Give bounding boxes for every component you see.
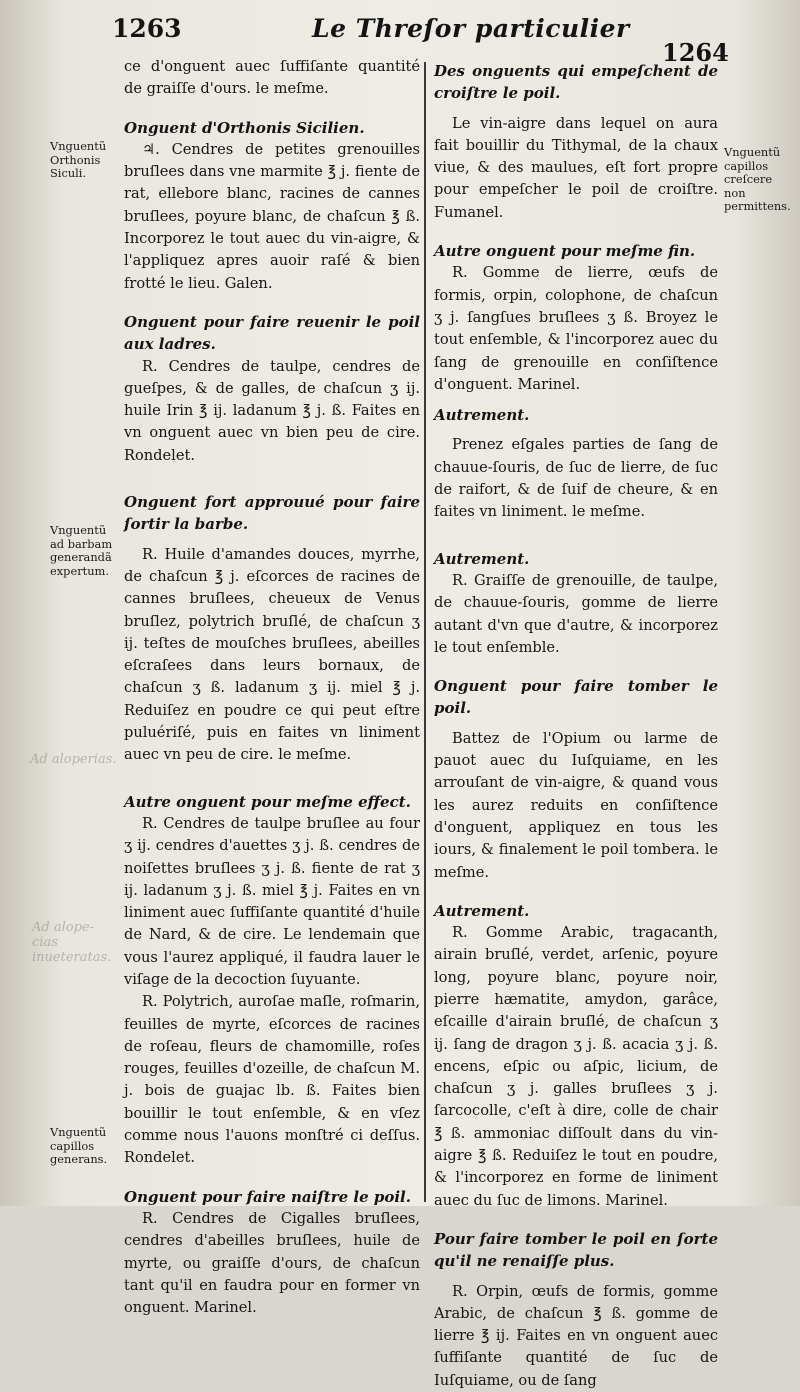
paragraph: ♃. Cendres de petites grenouilles bruſlees dans vne marmite ℥ j. fiente de rat, ellebore blanc, racines de cannes bruſlees, poyure blanc, de chaſcun ℥ ß. Incorporez le tout auec du vin-aigre, & l'appliquez apres auoir raſé & bien frotté le lieu. Galen. [124, 140, 420, 292]
paragraph: R. Gomme Arabic, tragacanth, airain bruſlé, verdet, arſenic, poyure long, poyure blanc, poyure noir, pierre hæmatite, amydon, garâce, eſcaille d'airain bruſlé, de chaſcun ʒ ij. ſang de dragon ʒ j. ß. acacia ʒ j. ß. encens, eſpic ou aſpic, licium, de chaſcun ʒ j. galles bruſlees ʒ j. ſarcocolle, c'eſt à dire, colle de chair ℥ ß. ammoniac diſſoult dans du vin-aigre ℥ ß. Reduiſez le tout en poudre, & l'incorporez en forme de liniment auec du ſuc de limons. Marinel. [434, 924, 718, 1209]
paragraph: Prenez eſgales parties de ſang de chauue-ſouris, de ſuc de lierre, de ſuc de raifort, & de ſuif de cheure, & en faites vn liniment. le meſme. [434, 436, 718, 521]
paragraph: R. Cendres de taulpe bruſlee au four ʒ ij. cendres d'auettes ʒ j. ß. cendres de noiſettes bruſlees ʒ j. ß. fiente de rat ʒ ij. ladanum ʒ j. ß. miel ℥ j. Faites en vn liniment auec ſuffiſante quantité d'huile de Nard, & de cire. Le lendemain que vous l'aurez appliqué, il faudra lauer le viſage de la decoction ſuyuante. [124, 814, 420, 988]
paragraph: R. Gomme de lierre, œufs de formis, orpin, colophone, de chaſcun ʒ j. ſangſues bruſlees ʒ ß. Broyez le tout enſemble, & l'incorporez auec du ſang de grenouille en conſiſtence d'onguent. Marinel. [434, 264, 718, 393]
section-heading: Des onguents qui empeſchent de croiſtre le poil. [434, 62, 718, 103]
column-divider [424, 62, 426, 1202]
paragraph: R. Huile d'amandes douces, myrrhe, de chaſcun ℥ j. eſcorces de racines de cannes bruſlees, cheueux de Venus bruſlez, polytrich bruſlé, de chaſcun ʒ ij. teſtes de mouſches bruſlees, abeilles eſcraſees dans leurs bornaux, de chaſcun ʒ ß. ladanum ʒ ij. miel ℥ j. Reduiſez en poudre ce qui peut eſtre puluériſé, puis en faites vn liniment auec vn peu de cire. le meſme. [124, 545, 420, 764]
left-column [124, 56, 420, 1319]
section-heading: Onguent d'Orthonis Sicilien. [124, 118, 365, 137]
paragraph: R. Cendres de taulpe, cendres de gueſpes, & de galles, de chaſcun ʒ ij. huile Irin ℥ ij. ladanum ℥ j. ß. Faites en vn onguent auec vn bien peu de cire. Rondelet. [124, 357, 420, 464]
page-header [0, 0, 800, 67]
paragraph: R. Graiſſe de grenouille, de taulpe, de chauue-ſouris, gomme de lierre autant d'vn que d'autre, & incorporez le tout enſemble. [434, 571, 718, 656]
margin-note: Vnguentũ Orthonis Siculi. [50, 139, 107, 180]
page-number-left: 1263 [112, 14, 182, 43]
paragraph: R. Polytrich, auroſae maſle, roſmarin, feuilles de myrte, eſcorces de racines de roſeau, fleurs de chamomille, roſes rouges, feuilles d'ozeille, de chaſcun M. j. bois de guajac lb. ß. Faites bien bouillir le tout enſemble, & en vſez comme nous l'auons monſtré ci deſſus. Rondelet. [124, 993, 420, 1167]
paragraph: ce d'onguent auec ſuffiſante quantité de graiſſe d'ours. le meſme. [124, 58, 420, 98]
section-heading: Onguent pour faire tomber le poil. [434, 677, 718, 718]
paragraph: Battez de l'Opium ou larme de pauot auec du Iuſquiame, en les arrouſant de vin-aigre, & quand vous les aurez reduits en conſiſtence d'onguent, appliquez en tous les iours, & finalement le poil tombera. le meſme. [434, 729, 718, 881]
section-heading: Onguent fort approuué pour faire ſortir la barbe. [124, 493, 420, 534]
bleed-through-note: Ad alope- cias inueteratas. [32, 920, 112, 965]
section-heading: Onguent pour faire reuenir le poil aux ladres. [124, 312, 420, 354]
right-column [434, 60, 718, 1392]
section-heading: Pour faire tomber le poil en ſorte qu'il ne renaiſſe plus. [434, 1229, 718, 1271]
section-heading: Autrement. [434, 406, 530, 425]
margin-note: Vnguentũ capillos creſcere non permittens. [724, 145, 791, 213]
margin-note: Vnguentũ capillos generans. [50, 1125, 108, 1166]
section-heading: Autre onguent pour meſme fin. [434, 242, 696, 261]
running-title: Le Threſor particulier [312, 14, 630, 43]
paragraph: Le vin-aigre dans lequel on aura fait bouillir du Tithymal, de la chaux viue, & des maulues, eſt fort propre pour empeſcher le poil de croiſtre. Fumanel. [434, 114, 718, 221]
section-heading: Onguent pour faire naiſtre le poil. [124, 1187, 411, 1206]
bleed-through-note: Ad aloperias. [30, 752, 117, 767]
section-heading: Autrement. [434, 549, 530, 568]
paragraph: R. Cendres de Cigalles bruſlees, cendres d'abeilles bruſlees, huile de myrte, ou graiſſe d'ours, de chaſcun tant qu'il en faudra pour en former vn onguent. Marinel. [124, 1209, 420, 1317]
page-number-right: 1264 [662, 38, 729, 67]
margin-note: Vnguentũ ad barbam generandã expertum. [50, 523, 113, 578]
section-heading: Autrement. [434, 901, 530, 920]
paragraph: R. Orpin, œufs de formis, gomme Arabic, de chaſcun ℥ ß. gomme de lierre ℥ ij. Faites en vn onguent auec ſuffiſante quantité de ſuc de Iuſquiame, ou de ſang [434, 1282, 718, 1389]
section-heading: Autre onguent pour meſme effect. [124, 792, 411, 811]
